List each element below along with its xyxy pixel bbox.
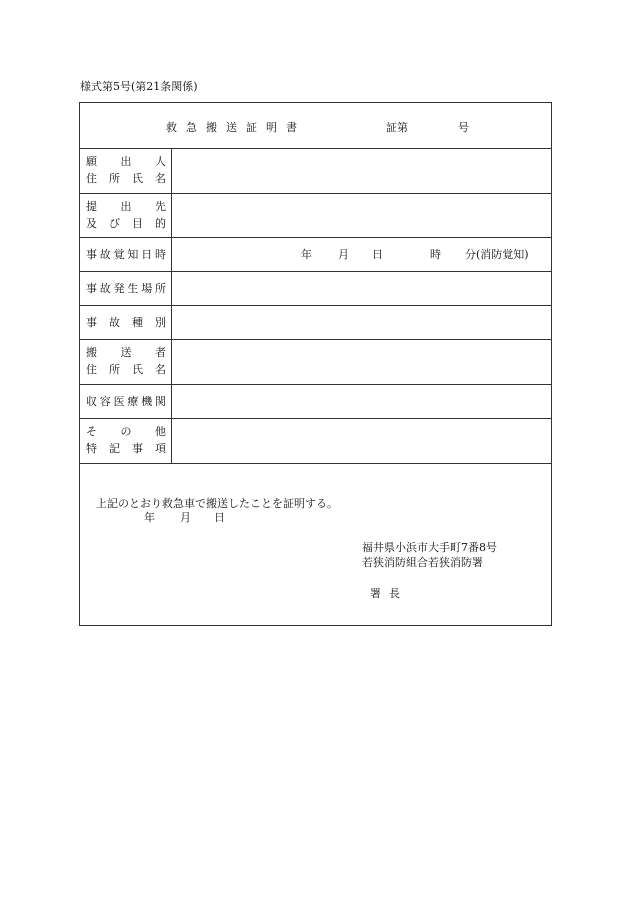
label-char: 故 <box>109 315 120 329</box>
label-char: 名 <box>155 172 166 185</box>
row-hospital <box>80 385 551 419</box>
document-title: 救急搬送証明書 <box>166 121 306 134</box>
label-char: 時 <box>154 247 166 261</box>
label-char: 療 <box>127 394 139 408</box>
hospital-field[interactable] <box>172 385 551 418</box>
label-char: 他 <box>155 425 166 438</box>
issuer-address: 福井県小浜市大手町7番8号 <box>362 541 497 554</box>
certification-statement: 上記のとおり救急車で搬送したことを証明する。 <box>96 497 338 510</box>
label-char: 事 <box>86 247 97 261</box>
label-char: 特 <box>86 442 97 455</box>
label-char: の <box>120 425 132 438</box>
label-char: 名 <box>155 363 166 376</box>
form-number: 様式第5号(第21条関係) <box>80 80 198 93</box>
label-char: 所 <box>154 281 166 295</box>
label-char: 所 <box>109 363 120 376</box>
month-unit: 月 <box>338 247 349 261</box>
row-accident-type <box>80 306 551 340</box>
label-char: 及 <box>86 216 97 230</box>
label-char: 故 <box>99 281 111 295</box>
label-char: 事 <box>86 281 97 295</box>
row-applicant <box>80 149 551 194</box>
label-char: 送 <box>120 346 132 359</box>
label-char: 別 <box>155 315 166 329</box>
label-char: 先 <box>155 199 166 213</box>
label-char: 場 <box>141 281 153 295</box>
label-char: 覚 <box>113 247 125 261</box>
accident-type-field[interactable] <box>172 306 551 339</box>
row-submit-purpose <box>80 194 551 238</box>
other-remarks-field[interactable] <box>172 419 551 463</box>
label-char: 願 <box>86 155 97 168</box>
row-accident-place <box>80 272 551 306</box>
submit-purpose-field[interactable] <box>172 194 551 237</box>
minute-unit: 分(消防覚知) <box>465 247 529 261</box>
transporter-field[interactable] <box>172 340 551 384</box>
label-char: 提 <box>86 199 97 213</box>
label-char: 出 <box>120 155 132 168</box>
accident-time-field[interactable] <box>172 238 551 271</box>
label-char: 故 <box>99 247 111 261</box>
label-char: 収 <box>86 394 97 408</box>
other-remarks-label <box>80 419 172 463</box>
label-char: そ <box>86 425 97 438</box>
year-unit: 年 <box>301 247 312 261</box>
issuer-organization: 若狭消防組合若狭消防署 <box>362 556 483 569</box>
label-char: 生 <box>127 281 139 295</box>
label-char: 項 <box>155 442 166 455</box>
label-char: 住 <box>86 172 97 185</box>
hospital-label <box>80 385 172 418</box>
row-transporter <box>80 340 551 385</box>
certification-month-unit: 月 <box>180 511 191 524</box>
certification-day-unit: 日 <box>214 511 225 524</box>
certification-year-unit: 年 <box>144 511 155 524</box>
issuer-title: 署長 <box>370 587 408 600</box>
applicant-label <box>80 149 172 193</box>
certificate-form <box>79 102 552 626</box>
label-char: 搬 <box>86 346 97 359</box>
transporter-label <box>80 340 172 384</box>
label-char: 日 <box>141 247 153 261</box>
hour-unit: 時 <box>430 247 441 261</box>
label-char: 人 <box>155 155 166 168</box>
label-char: 容 <box>99 394 111 408</box>
accident-place-field[interactable] <box>172 272 551 305</box>
label-char: 医 <box>113 394 125 408</box>
label-char: 的 <box>155 216 166 230</box>
label-char: 事 <box>86 315 97 329</box>
row-accident-time <box>80 238 551 272</box>
label-char: 機 <box>141 394 153 408</box>
certificate-number-suffix: 号 <box>458 121 469 134</box>
label-char: 出 <box>120 199 132 213</box>
label-char: 関 <box>154 394 166 408</box>
label-char: 種 <box>132 315 143 329</box>
title-row <box>80 103 551 149</box>
label-char: 者 <box>155 346 166 359</box>
label-char: 住 <box>86 363 97 376</box>
label-char: 氏 <box>132 363 143 376</box>
day-unit: 日 <box>372 247 383 261</box>
applicant-field[interactable] <box>172 149 551 193</box>
label-char: 発 <box>113 281 125 295</box>
accident-time-label <box>80 238 172 271</box>
label-char: 知 <box>127 247 139 261</box>
label-char: 所 <box>109 172 120 185</box>
label-char: 事 <box>132 442 143 455</box>
submit-purpose-label <box>80 194 172 237</box>
label-char: 記 <box>109 442 120 455</box>
accident-type-label <box>80 306 172 339</box>
accident-place-label <box>80 272 172 305</box>
row-other-remarks <box>80 419 551 464</box>
certificate-number-label: 証第 <box>386 121 408 134</box>
label-char: び <box>109 216 120 230</box>
label-char: 目 <box>132 216 143 230</box>
label-char: 氏 <box>132 172 143 185</box>
